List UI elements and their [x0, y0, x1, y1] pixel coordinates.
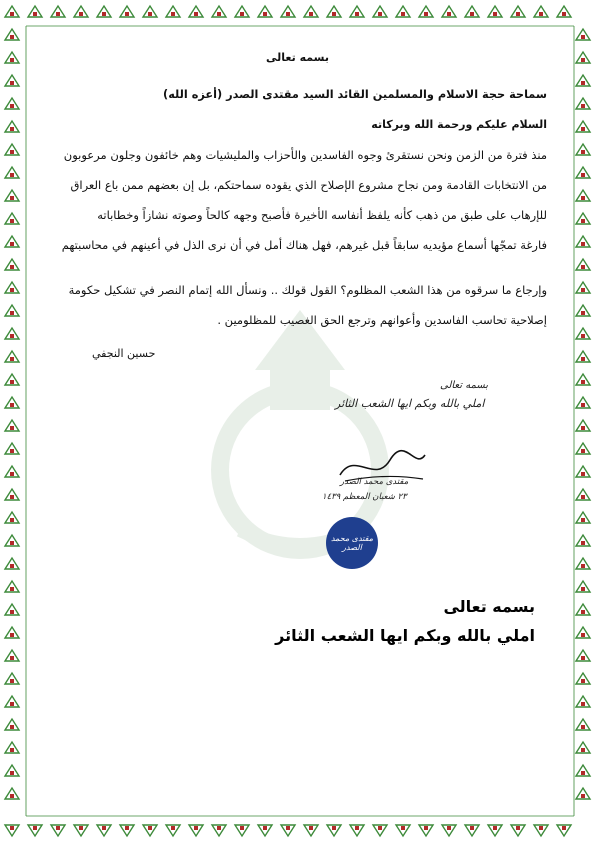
letter-greeting: السلام عليكم ورحمة الله وبركاته [371, 118, 547, 131]
handwritten-signature: مقتدى محمد الصدر [340, 477, 409, 487]
handwritten-date: ٢٣ شعبان المعظم ١٤٣٩ [322, 492, 407, 502]
transcription-line-2: املي بالله وبكم ايها الشعب الثائر [275, 626, 535, 645]
signature-stamp [326, 517, 378, 569]
handwritten-reply-line: املي بالله وبكم ايها الشعب الثائر [335, 397, 485, 410]
body-line: منذ فترة من الزمن ونحن نستقرئ وجوه الفاسدين والأحزاب والمليشيات وهم خائفون وجلون مرعوبون [63, 148, 547, 162]
transcription-line-1: بسمه تعالى [443, 597, 535, 616]
letter-basmala: بسمه تعالى [266, 51, 329, 64]
letter-addressee: سماحة حجة الاسلام والمسلمين القائد السيد مقتدى الصدر (أعزه الله) [163, 88, 547, 101]
body-line: فارغة تمجّها أسماع مؤيديه سابقاً قبل غيرهم، فهل هناك أمل في أن نرى الذل في أعينهم في محاسبتهم [61, 238, 547, 252]
body-line: وإرجاع ما سرقوه من هذا الشعب المظلوم؟ القول قولك .. ونسأل الله إتمام النصر في تشكيل حكومة [68, 283, 547, 297]
body-line: إصلاحية تحاسب الفاسدين وأعوانهم وترجع الحق الغصيب للمظلومين . [217, 313, 547, 327]
body-line: من الانتخابات القادمة ومن نجاح مشروع الإصلاح الذي يقوده سماحتكم، بل إن بعضهم ممن باع العراق [70, 178, 547, 192]
handwritten-basmala: بسمه تعالى [440, 380, 489, 391]
letter-signer: حسين النجفي [92, 347, 156, 360]
watermark-logo [150, 300, 450, 560]
body-line: للإرهاب على طبق من ذهب كأنه يلفظ أنفاسه الأخيرة فأصبح وجهه كالحاً وصوته نشازاً وخطاباته [97, 208, 547, 222]
stamp-text: مقتدى محمد الصدر [330, 534, 374, 552]
